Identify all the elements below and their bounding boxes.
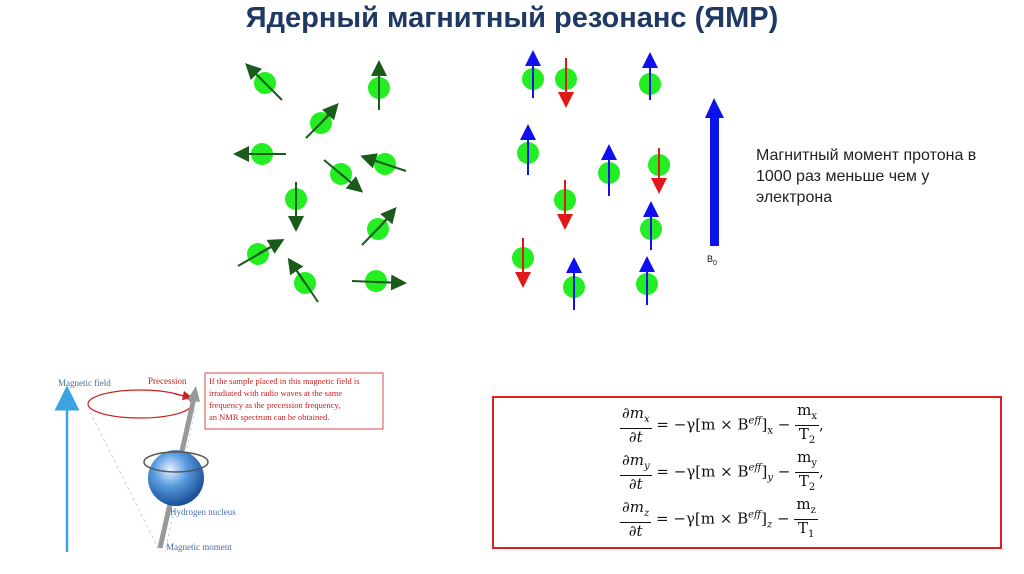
spin-up [522, 54, 544, 98]
proton-moment-note: Магнитный момент протона в 1000 раз меньше чем у электрона [756, 147, 977, 206]
spin-up [639, 56, 661, 100]
random-spins [237, 64, 406, 302]
spin [285, 182, 307, 228]
spin [306, 106, 336, 138]
spin [248, 66, 282, 100]
spin-up [636, 260, 658, 305]
equation-y: $\frac{\partial m_y}{\partial t}$ = $-\gamma[m \times B^{eff}]_y$ − $\frac{m_y}{T_2}$ , [622, 448, 824, 493]
spin-down [555, 58, 577, 104]
field-arrow [705, 98, 724, 246]
page-title: Ядерный магнитный резонанс (ЯМР) [245, 2, 779, 34]
note-line: If the sample placed in this magnetic field is [209, 376, 360, 386]
equation-x: $\frac{\partial m_x}{\partial t}$ = $-\gamma[m \times B^{eff}]_x$ − $\frac{m_x}{T_2}$ , [622, 401, 824, 446]
precession-label: Precession [148, 376, 187, 386]
field-label: $B_0$ [707, 254, 717, 267]
note-line: an NMR spectrum can be obtained. [209, 412, 330, 422]
spin-up [640, 205, 662, 250]
aligned-spins [512, 54, 670, 310]
spin-down [554, 180, 576, 226]
spin-down [648, 148, 670, 190]
spin [238, 241, 281, 266]
spin [364, 153, 406, 175]
nucleus-label: Hydrogen nucleus [170, 507, 236, 517]
spin-down [512, 238, 534, 284]
spin [237, 143, 286, 165]
moment-label: Magnetic moment [166, 542, 232, 552]
spin [352, 270, 403, 292]
spin [290, 261, 318, 302]
magnetic-field-label: Magnetic field [58, 378, 111, 388]
note-line: frequency as the precession frequency, [209, 400, 341, 410]
spin [324, 160, 360, 190]
spin-up [517, 128, 539, 175]
equation-z: $\frac{\partial m_z}{\partial t}$ = $-\gamma[m \times B^{eff}]_z$ − $\frac{m_z}{T_1}$ [622, 495, 816, 540]
spin [368, 64, 390, 110]
precession-note [209, 375, 381, 423]
spin [362, 210, 394, 245]
spin-up [598, 148, 620, 196]
spin-up [563, 261, 585, 310]
note-line: irradiated with radio waves at the same [209, 388, 343, 398]
